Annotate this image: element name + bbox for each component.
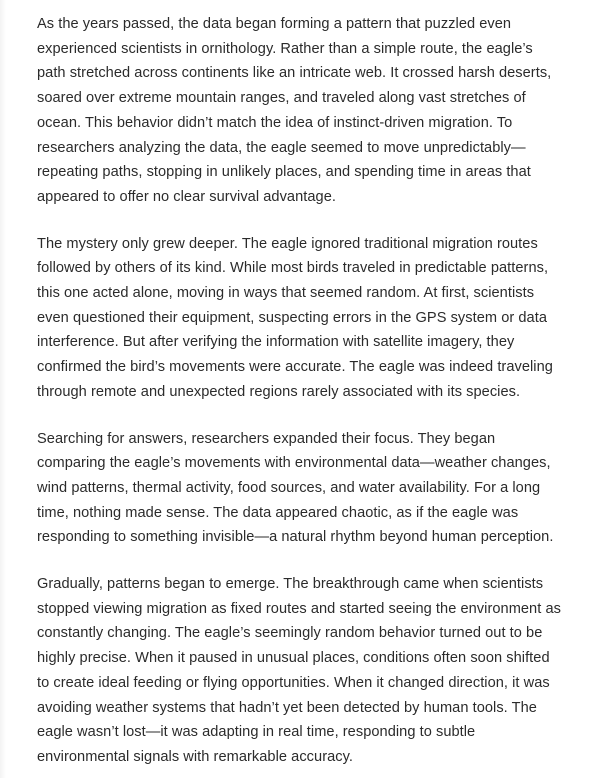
paragraph-line: interference. But after verifying the information with satellite imagery, they (37, 334, 515, 351)
paragraph-line: researchers analyzing the data, the eagle seemed to move unpredictably— (37, 139, 526, 156)
paragraph-line: time, nothing made sense. The data appeared chaotic, as if the eagle was (37, 504, 519, 521)
paragraph-line: constantly changing. The eagle’s seemingly random behavior turned out to be (37, 625, 543, 642)
paragraph-line: followed by others of its kind. While most birds traveled in predictable patterns, (37, 260, 549, 277)
paragraph-line: As the years passed, the data began forming a pattern that puzzled even (37, 16, 512, 32)
paragraph-line: appeared to offer no clear survival advantage. (37, 188, 336, 205)
paragraph-line: Gradually, patterns began to emerge. The breakthrough came when scientists (37, 576, 544, 593)
paragraph-line: responding to something invisible—a natural rhythm beyond human perception. (37, 529, 554, 546)
paragraph-line: experienced scientists in ornithology. Rather than a simple route, the eagle’s (37, 40, 533, 57)
paragraph-2 (37, 232, 585, 405)
paragraph-line: even questioned their equipment, suspecting errors in the GPS system or data (37, 309, 547, 326)
paragraph-line: eagle wasn’t lost—it was adapting in real time, responding to subtle (37, 724, 476, 741)
paragraph-1 (37, 12, 585, 210)
paragraph-line: confirmed the bird’s movements were accurate. The eagle was indeed traveling (37, 359, 553, 376)
paragraph-line: comparing the eagle’s movements with environmental data—weather changes, (37, 455, 551, 472)
paragraph-3 (37, 427, 585, 551)
paragraph-line: wind patterns, thermal activity, food sources, and water availability. For a long (37, 479, 541, 496)
paragraph-line: environmental signals with remarkable accuracy. (37, 748, 353, 765)
paragraph-line: highly precise. When it paused in unusual places, conditions often soon shifted (37, 650, 550, 667)
paragraph-4 (37, 572, 585, 770)
paragraph-line: The mystery only grew deeper. The eagle ignored traditional migration routes (37, 235, 538, 252)
paragraph-line: ocean. This behavior didn’t match the idea of instinct-driven migration. To (37, 114, 513, 131)
article-body (37, 12, 585, 770)
paragraph-line: Searching for answers, researchers expanded their focus. They began (37, 430, 496, 447)
paragraph-line: avoiding weather systems that hadn’t yet been detected by human tools. The (37, 699, 537, 716)
paragraph-line: this one acted alone, moving in ways that seemed random. At first, scientists (37, 285, 535, 302)
paragraph-line: through remote and unexpected regions rarely associated with its species. (37, 383, 521, 400)
paragraph-line: repeating paths, stopping in unlikely places, and spending time in areas that (37, 164, 531, 181)
paragraph-line: soared over extreme mountain ranges, and traveled along vast stretches of (37, 90, 526, 107)
paragraph-line: path stretched across continents like an intricate web. It crossed harsh deserts, (37, 65, 552, 82)
paragraph-line: stopped viewing migration as fixed routes and started seeing the environment as (37, 600, 561, 617)
left-edge-shadow (0, 0, 6, 778)
paragraph-line: to create ideal feeding or flying opportunities. When it changed direction, it was (37, 674, 550, 691)
